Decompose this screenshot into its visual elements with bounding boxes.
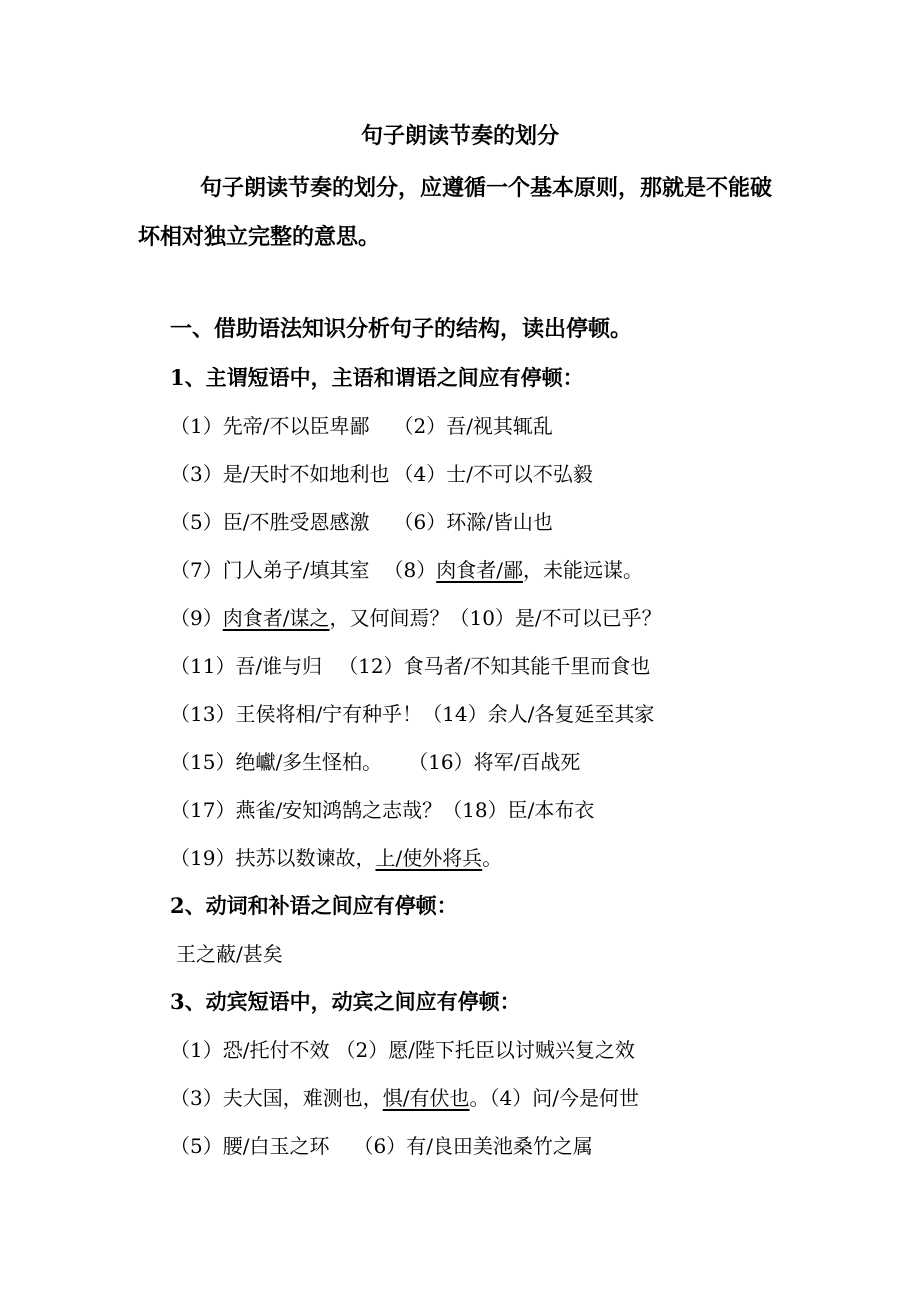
example-a-suffix: 。 <box>469 1086 490 1110</box>
example-b: （14）余人/各复延至其家 <box>422 702 655 726</box>
example-b: （2）愿/陛下托臣以讨贼兴复之效 <box>335 1038 635 1062</box>
example-a: （1）先帝/不以臣卑鄙 <box>170 414 370 438</box>
example-b: （12）食马者/不知其能千里而食也 <box>338 654 651 678</box>
example-a-underlined: 肉食者/谋之 <box>222 606 330 630</box>
list-item <box>170 1035 635 1065</box>
example-b: （6）环滁/皆山也 <box>393 510 553 534</box>
sub2-heading: 2、动词和补语之间应有停顿： <box>170 893 458 918</box>
example-b: （4）士/不可以不弘毅 <box>393 462 593 486</box>
example-b: （10）是/不可以已乎？ <box>449 606 662 630</box>
list-item <box>170 843 502 873</box>
list-item <box>170 699 654 729</box>
example-b: （16）将军/百战死 <box>408 750 581 774</box>
example-a-prefix: （9） <box>170 606 223 630</box>
example-line: 王之蔽/甚矣 <box>176 942 283 966</box>
example-b: （4）问/今是何世 <box>489 1086 639 1110</box>
example-a: （15）绝巘/多生怪柏。 <box>170 750 383 774</box>
list-item <box>170 795 594 825</box>
example-a-suffix: 。 <box>482 846 503 870</box>
example-a-underlined: 上/使外将兵 <box>375 846 483 870</box>
example-a-underlined: 惧/有伏也 <box>382 1086 470 1110</box>
example-a: （5）腰/白玉之环 <box>170 1134 330 1158</box>
sub3-heading: 3、动宾短语中，动宾之间应有停顿： <box>170 989 521 1014</box>
example-b-prefix: （8） <box>383 558 437 582</box>
list-item <box>170 1131 593 1161</box>
example-b-underlined: 肉食者/鄙 <box>436 558 523 582</box>
example-b: （18）臣/本布衣 <box>442 798 595 822</box>
example-a: （3）是/天时不如地利也 <box>170 462 390 486</box>
list-item <box>170 411 553 441</box>
example-a: （11）吾/谁与归 <box>170 654 323 678</box>
section1-heading: 一、借助语法知识分析句子的结构，读出停顿。 <box>170 316 633 342</box>
list-item <box>170 507 553 537</box>
list-item <box>170 603 662 633</box>
example-a-suffix: ，又何间焉？ <box>329 606 450 630</box>
list-item <box>170 747 580 777</box>
intro-text: 句子朗读节奏的划分，应遵循一个基本原则，那就是不能破坏相对独立完整的意思。 <box>138 175 773 250</box>
example-a: （7）门人弟子/填其室 <box>170 558 370 582</box>
example-b: （2）吾/视其辄乱 <box>393 414 553 438</box>
list-item <box>170 459 593 489</box>
example-a-prefix: （19）扶苏以数谏故， <box>170 846 376 870</box>
sub1-heading: 1、主谓短语中，主语和谓语之间应有停顿： <box>170 365 584 390</box>
example-a: （5）臣/不胜受恩感激 <box>170 510 370 534</box>
example-a: （13）王侯将相/宁有种乎！ <box>170 702 423 726</box>
list-item <box>170 555 643 585</box>
list-item <box>170 651 650 681</box>
example-a-prefix: （3）夫大国，难测也， <box>170 1086 383 1110</box>
example-a: （1）恐/托付不效 <box>170 1038 330 1062</box>
example-b-suffix: ，未能远谋。 <box>522 558 643 582</box>
example-a: （17）燕雀/安知鸿鹄之志哉？ <box>170 798 443 822</box>
intro-paragraph <box>138 164 788 262</box>
example-b: （6）有/良田美池桑竹之属 <box>353 1134 593 1158</box>
page-title: 句子朗读节奏的划分 <box>360 123 559 149</box>
list-item <box>170 1083 639 1113</box>
